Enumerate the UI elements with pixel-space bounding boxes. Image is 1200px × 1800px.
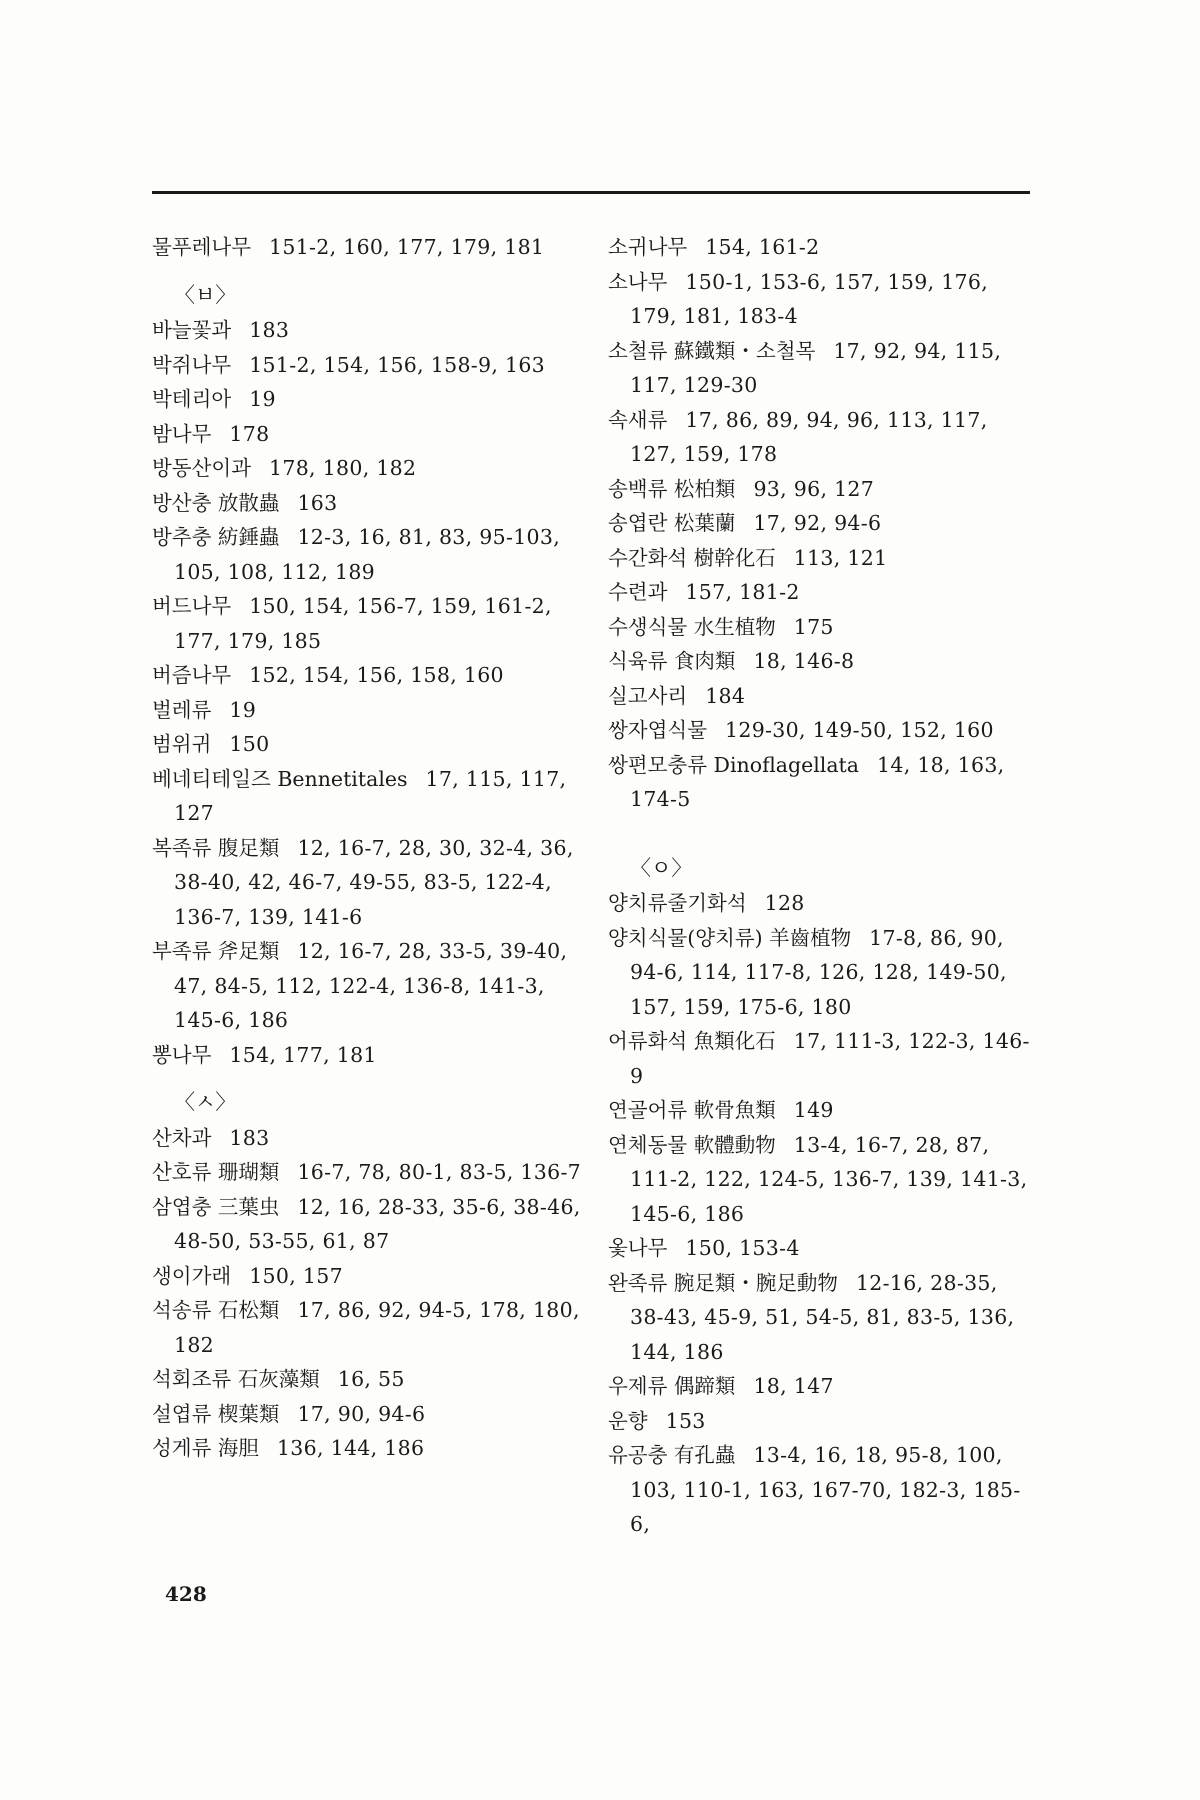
index-entry [152, 1190, 582, 1259]
index-entry [608, 1128, 1038, 1232]
index-column-left [152, 230, 582, 1466]
index-entry [608, 1231, 1038, 1266]
index-term: 양치류줄기화석 [608, 891, 747, 915]
index-term: 쌍편모충류 Dinoflagellata [608, 752, 860, 777]
index-term: 산차과 [152, 1125, 212, 1150]
index-pages: 17, 86, 89, 94, 96, 113, 117, 127, 159, 178 [630, 407, 988, 466]
index-pages: 12-16, 28-35, 38-43, 45-9, 51, 54-5, 81, 83-5, 136, 144, 186 [630, 1270, 1015, 1364]
index-pages: 150, 154, 156-7, 159, 161-2, 177, 179, 185 [174, 594, 552, 653]
index-term: 방산충 放散蟲 [152, 490, 280, 515]
index-entry [608, 610, 1038, 645]
index-term: 방추충 紡錘蟲 [152, 525, 280, 549]
index-pages: 178 [229, 421, 270, 446]
index-entry [608, 679, 1038, 714]
index-pages: 152, 154, 156, 158, 160 [249, 663, 504, 687]
index-entry [152, 486, 582, 521]
index-term: 설엽류 楔葉類 [152, 1401, 280, 1426]
index-term: 옻나무 [608, 1236, 668, 1260]
index-entry [152, 348, 582, 383]
index-pages: 154, 177, 181 [229, 1042, 377, 1067]
index-pages: 157, 181-2 [685, 580, 800, 604]
page-number: 428 [165, 1582, 207, 1606]
index-term: 박쥐나무 [152, 352, 232, 377]
index-pages: 17, 86, 92, 94-5, 178, 180, 182 [174, 1298, 580, 1357]
index-pages: 151-2, 160, 177, 179, 181 [269, 235, 545, 259]
index-pages: 12, 16-7, 28, 30, 32-4, 36, 38-40, 42, 46-7, 49-55, 83-5, 122-4, 136-7, 139, 141-6 [174, 835, 574, 929]
index-pages: 129-30, 149-50, 152, 160 [725, 718, 994, 742]
index-pages: 12, 16-7, 28, 33-5, 39-40, 47, 84-5, 112, 122-4, 136-8, 141-3, 145-6, 186 [174, 939, 568, 1032]
index-pages: 17, 90, 94-6 [297, 1401, 426, 1426]
index-entry [152, 727, 582, 762]
index-entry [608, 1093, 1038, 1128]
index-term: 뽕나무 [152, 1042, 212, 1067]
index-pages: 153 [665, 1408, 706, 1433]
index-pages: 163 [297, 490, 338, 515]
index-pages: 17, 115, 117, 127 [174, 766, 567, 825]
index-entry [608, 644, 1038, 679]
index-entry [608, 886, 1038, 921]
index-term: 방동산이과 [152, 456, 252, 480]
index-pages: 154, 161-2 [705, 235, 820, 259]
index-entry [152, 1038, 582, 1073]
index-term: 송백류 松柏類 [608, 476, 736, 501]
index-term: 밤나무 [152, 421, 212, 446]
index-term: 소귀나무 [608, 235, 688, 259]
index-pages: 17, 92, 94-6 [753, 511, 882, 535]
index-entry [608, 748, 1038, 817]
index-pages: 16-7, 78, 80-1, 83-5, 136-7 [297, 1160, 582, 1184]
index-term: 생이가래 [152, 1263, 232, 1288]
section-heading: 〈ㅇ〉 [630, 855, 693, 880]
index-entry [608, 265, 1038, 334]
index-term: 연체동물 軟體動物 [608, 1132, 776, 1157]
index-term: 버드나무 [152, 594, 232, 618]
index-pages: 18, 147 [753, 1374, 834, 1398]
index-term: 운향 [608, 1408, 648, 1433]
index-pages: 19 [229, 697, 257, 722]
index-entry [608, 921, 1038, 1025]
index-pages: 13-4, 16, 18, 95-8, 100, 103, 110-1, 163, 167-70, 182-3, 185-6, [630, 1443, 1021, 1536]
index-entry [608, 1404, 1038, 1439]
index-term: 소철류 蘇鐵類・소철목 [608, 338, 816, 363]
index-term: 벌레류 [152, 697, 212, 722]
index-entry [152, 658, 582, 693]
index-entry [608, 1438, 1038, 1542]
index-pages: 17-8, 86, 90, 94-6, 114, 117-8, 126, 128, 149-50, 157, 159, 175-6, 180 [630, 925, 1007, 1019]
index-term: 수간화석 樹幹化石 [608, 545, 776, 570]
index-term: 부족류 斧足類 [152, 939, 280, 963]
index-entry [608, 230, 1038, 265]
index-pages: 17, 111-3, 122-3, 146-9 [630, 1029, 1030, 1088]
index-term: 쌍자엽식물 [608, 718, 708, 742]
index-entry [152, 762, 582, 831]
index-term: 연골어류 軟骨魚類 [608, 1098, 776, 1122]
index-pages: 19 [249, 387, 276, 411]
section-heading: 〈ㅅ〉 [174, 1090, 237, 1114]
index-term: 완족류 腕足類・腕足動物 [608, 1270, 838, 1295]
index-term: 박테리아 [152, 387, 232, 411]
index-entry [152, 589, 582, 658]
index-pages: 17, 92, 94, 115, 117, 129-30 [630, 338, 1002, 397]
index-entry [152, 1293, 582, 1362]
index-entry [608, 334, 1038, 403]
index-term: 석송류 石松類 [152, 1298, 280, 1322]
index-term: 산호류 珊瑚類 [152, 1160, 280, 1184]
index-term: 유공충 有孔蟲 [608, 1443, 736, 1467]
index-pages: 175 [793, 614, 834, 639]
index-pages: 178, 180, 182 [269, 456, 417, 480]
index-entry [608, 1369, 1038, 1404]
index-pages: 150-1, 153-6, 157, 159, 176, 179, 181, 183-4 [630, 269, 989, 328]
index-pages: 12-3, 16, 81, 83, 95-103, 105, 108, 112, 189 [174, 525, 561, 584]
index-term: 양치식물(양치류) 羊齒植物 [608, 925, 852, 950]
index-term: 삼엽충 三葉虫 [152, 1194, 280, 1219]
index-term: 송엽란 松葉蘭 [608, 511, 736, 535]
top-rule [152, 191, 1030, 194]
index-pages: 13-4, 16-7, 28, 87, 111-2, 122, 124-5, 136-7, 139, 141-3, 145-6, 186 [630, 1132, 1028, 1226]
index-pages: 12, 16, 28-33, 35-6, 38-46, 48-50, 53-55, 61, 87 [174, 1194, 581, 1253]
index-entry [608, 575, 1038, 610]
index-pages: 16, 55 [337, 1367, 405, 1391]
index-term: 소나무 [608, 269, 668, 294]
index-entry [152, 1121, 582, 1156]
index-term: 성게류 海胆 [152, 1436, 259, 1460]
index-term: 범위귀 [152, 732, 212, 756]
index-term: 식육류 食肉類 [608, 649, 736, 673]
index-entry [152, 1362, 582, 1397]
index-entry [152, 831, 582, 935]
index-term: 수련과 [608, 580, 668, 604]
index-entry [152, 520, 582, 589]
index-pages: 93, 96, 127 [753, 476, 875, 501]
index-entry [152, 382, 582, 417]
index-entry [152, 934, 582, 1038]
index-entry [152, 417, 582, 452]
index-entry [152, 230, 582, 265]
index-pages: 183 [249, 318, 290, 342]
index-entry [152, 1397, 582, 1432]
index-pages: 18, 146-8 [753, 649, 855, 673]
index-pages: 113, 121 [793, 545, 888, 570]
index-term: 버즘나무 [152, 663, 232, 687]
index-entry [152, 1431, 582, 1466]
index-pages: 150 [229, 732, 270, 756]
index-pages: 149 [793, 1098, 834, 1122]
index-term: 석회조류 石灰藻類 [152, 1367, 320, 1391]
index-term: 어류화석 魚類化石 [608, 1029, 776, 1053]
index-term: 베네티테일즈 Bennetitales [152, 766, 408, 791]
index-pages: 183 [229, 1125, 270, 1150]
index-pages: 150, 157 [249, 1263, 343, 1288]
index-term: 수생식물 水生植物 [608, 614, 776, 639]
index-term: 복족류 腹足類 [152, 835, 280, 860]
index-entry [152, 693, 582, 728]
index-term: 실고사리 [608, 683, 688, 708]
index-pages: 136, 144, 186 [276, 1436, 425, 1460]
index-pages: 150, 153-4 [685, 1236, 800, 1260]
index-entry [152, 313, 582, 348]
index-entry [608, 1024, 1038, 1093]
index-entry [152, 1259, 582, 1294]
index-column-right [608, 230, 1038, 1542]
index-term: 속새류 [608, 407, 668, 432]
index-entry [608, 713, 1038, 748]
index-term: 바늘꽃과 [152, 318, 232, 342]
index-pages: 151-2, 154, 156, 158-9, 163 [249, 352, 546, 377]
section-heading: 〈ㅂ〉 [174, 282, 237, 307]
index-entry [608, 472, 1038, 507]
index-pages: 128 [764, 891, 805, 915]
index-entry [608, 506, 1038, 541]
index-term: 물푸레나무 [152, 235, 252, 259]
index-term: 우제류 偶蹄類 [608, 1374, 736, 1398]
index-entry [152, 1155, 582, 1190]
index-entry [608, 403, 1038, 472]
index-pages: 184 [705, 683, 746, 708]
index-entry [608, 1266, 1038, 1370]
index-entry [608, 541, 1038, 576]
index-entry [152, 451, 582, 486]
index-pages: 14, 18, 163, 174-5 [630, 752, 1005, 811]
